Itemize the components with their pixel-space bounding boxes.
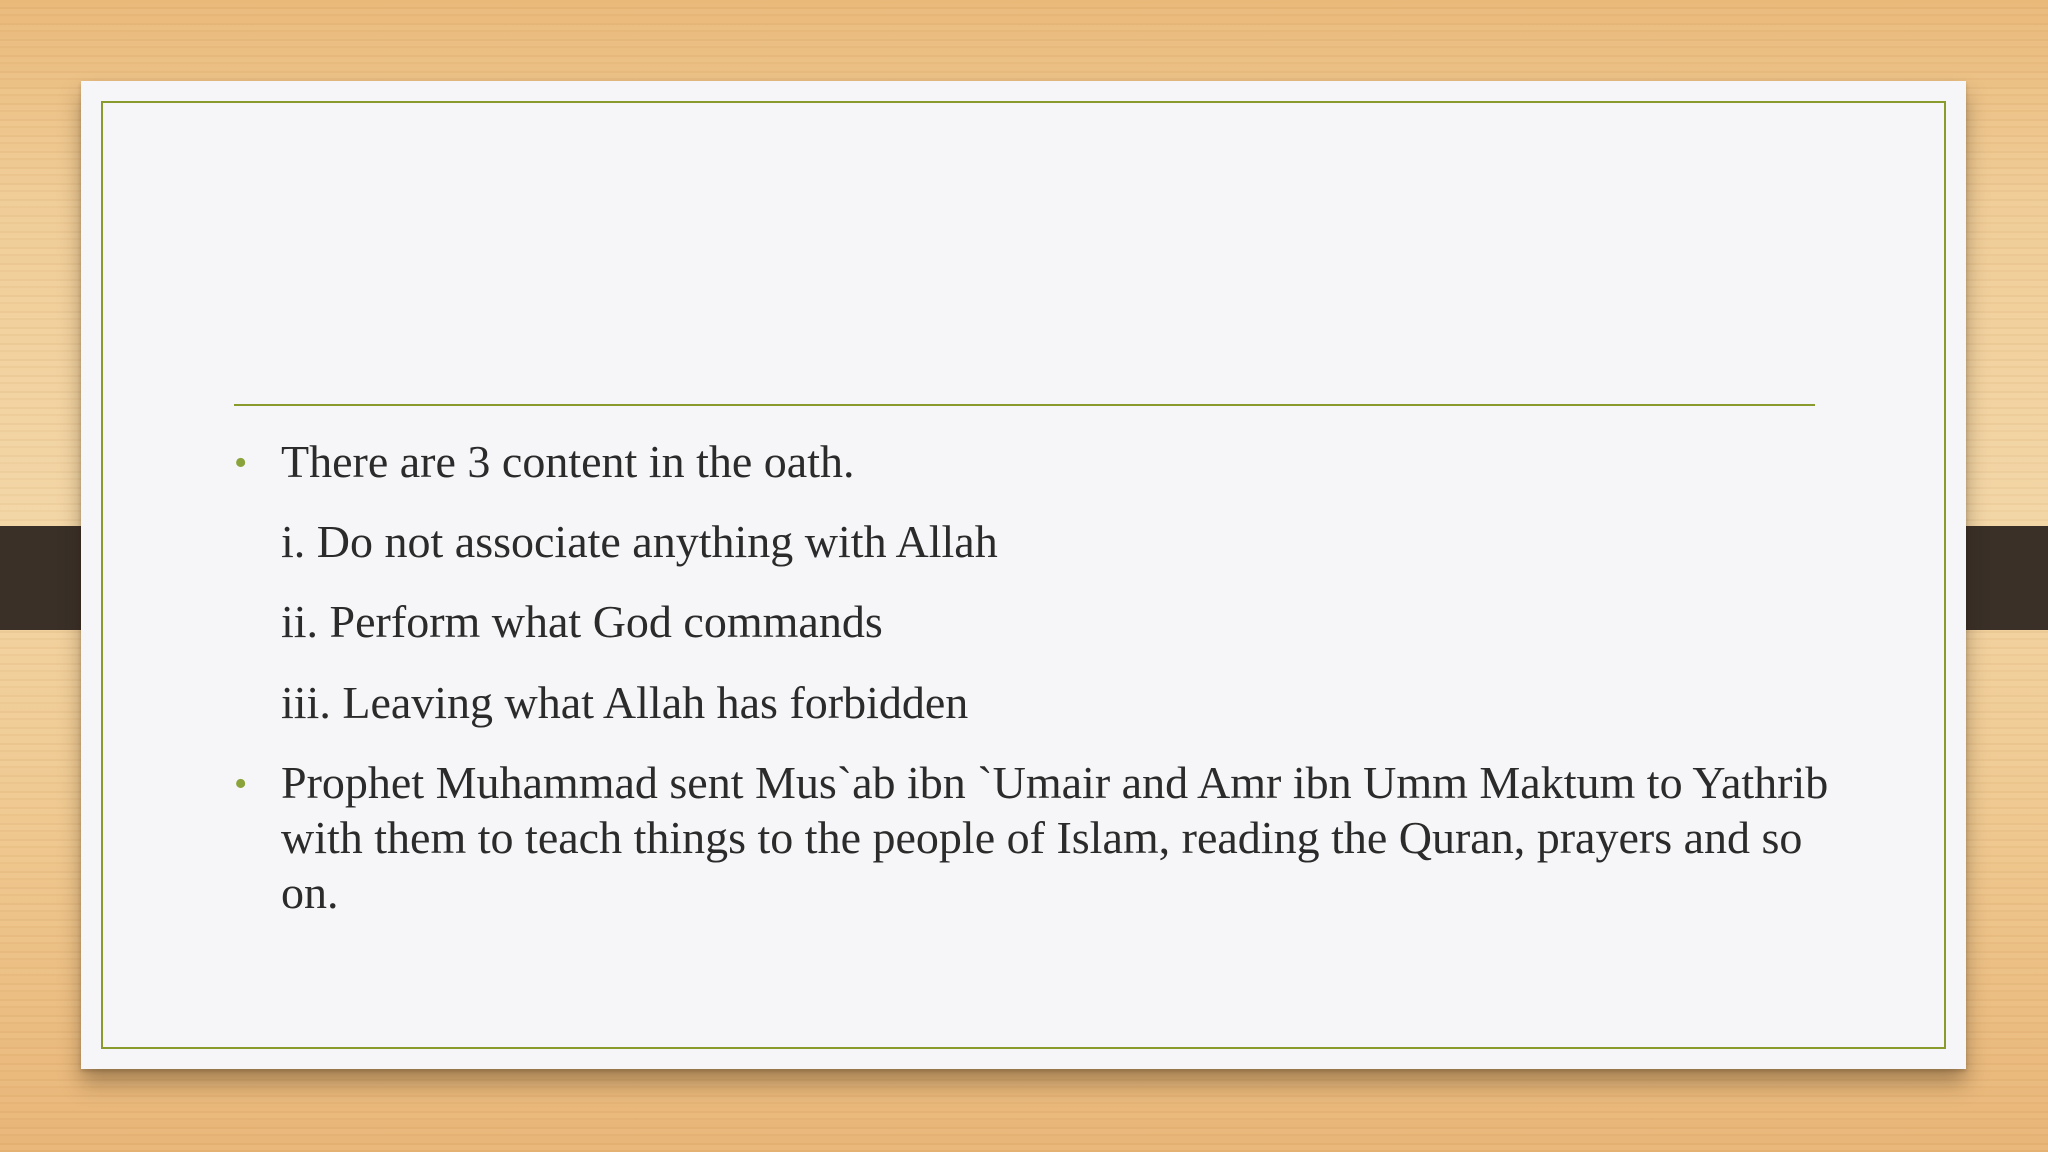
bullet-item-1 (234, 434, 1834, 489)
bullet-icon: • (234, 762, 248, 805)
sub-item-3: iii. Leaving what Allah has forbidden (281, 676, 969, 728)
bullet-text: There are 3 content in the oath. (281, 436, 855, 487)
bullet-item-2 (234, 755, 1871, 921)
bullet-icon: • (234, 442, 248, 484)
bullet-text: Prophet Muhammad sent Mus`ab ibn `Umair and Amr ibn Umm Maktum to Yathrib with them to teach things to the people of Islam, reading the Quran, prayers and so on. (281, 756, 1829, 919)
sub-item-1: i. Do not associate anything with Allah (281, 516, 998, 568)
slide-content (234, 434, 1834, 920)
sub-item-2: ii. Perform what God commands (281, 596, 883, 648)
title-divider (234, 404, 1815, 406)
